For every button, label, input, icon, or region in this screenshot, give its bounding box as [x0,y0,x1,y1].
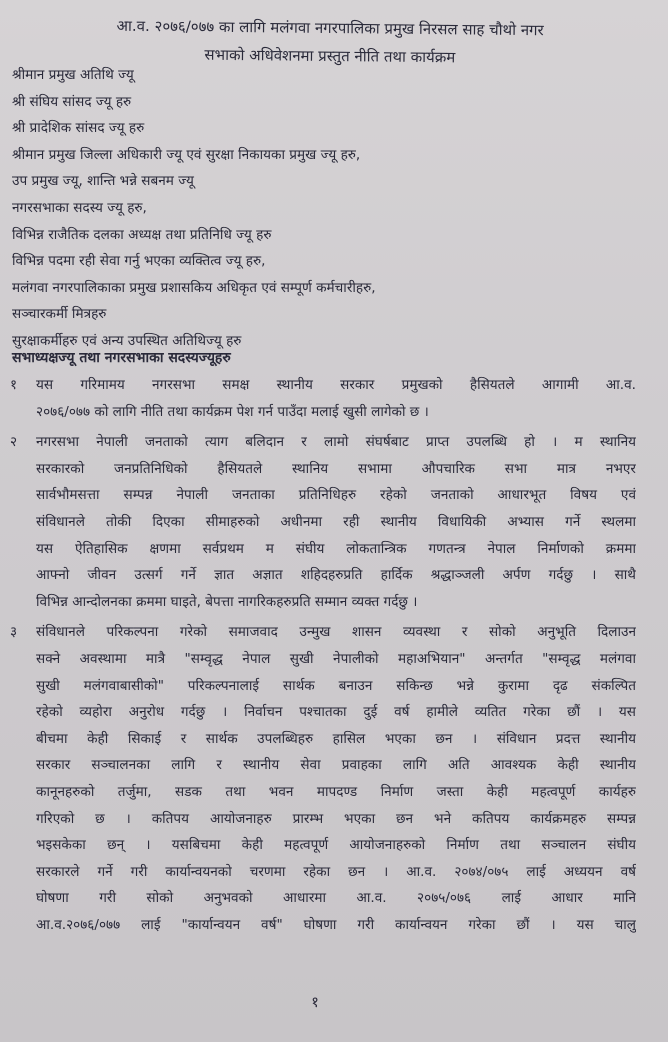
paragraph-line: संविधानले तोकी दिएका सीमाहरुको अधीनमा रही स्थानीय विधायिकी अभ्यास गर्ने स्थलमा [36,513,636,530]
addressee-line: श्री संघिय सांसद ज्यू हरु [12,93,132,110]
addressee-line: विभिन्न राजैतिक दलका अध्यक्ष तथा प्रतिनिधि ज्यू हरु [12,226,272,243]
title-line-2: सभाको अधिवेशनमा प्रस्तुत नीति तथा कार्यक्रम [204,45,456,67]
paragraph-line: बीचमा केही सिकाई र सार्थक उपलब्धिहरु हासिल भएका छन । संविधान प्रदत्त स्थानीय [36,730,636,747]
addressee-line: उप प्रमुख ज्यू, शान्ति भन्ने सबनम ज्यू [12,173,194,190]
paragraph-line: सक्ने अवस्थामा मात्रै "सम्वृद्ध नेपाल सुखी नेपालीको महाअभियान" अन्तर्गत "सम्वृद्ध मलंगवा [36,650,636,667]
paragraph-line: कानूनहरुको तर्जुमा, सडक तथा भवन मापदण्ड निर्माण जस्ता केही महत्वपूर्ण कार्यहरु [36,783,636,800]
paragraph-line: २०७६/०७७ को लागि नीति तथा कार्यक्रम पेश गर्न पाउँदा मलाई खुसी लागेको छ । [36,403,429,420]
paragraph-2 [6,429,636,615]
paragraph-line: भइसकेका छन् । यसबिचमा केही महत्वपूर्ण आयोजनाहरुको निर्माण तथा सञ्चालन संघीय [36,837,636,854]
paragraph-list [6,372,636,938]
paragraph-line: सार्वभौमसत्ता सम्पन्न नेपाली जनताका प्रतिनिधिहरु रहेको जनताको आधारभूत विषय एवं [36,487,636,504]
paragraph-line: विभिन्न आन्दोलनका क्रममा घाइते, बेपत्ता नागरिकहरुप्रति सम्मान व्यक्त गर्दछु । [36,593,418,610]
addressee-line: मलंगवा नगरपालिकाका प्रमुख प्रशासकिय अधिकृत एवं सम्पूर्ण कर्मचारीहरु, [12,279,376,296]
paragraph-number: २ [10,434,18,451]
addressee-line: विभिन्न पदमा रही सेवा गर्नु भएका व्यक्तित्व ज्यू हरु, [12,253,266,270]
addressee-list [12,62,632,355]
section-heading: सभाध्यक्षज्यू तथा नगरसभाका सदस्यज्यूहरु [12,350,231,366]
paragraph-line: यस गरिमामय नगरसभा समक्ष स्थानीय सरकार प्रमुखको हैसियतले आगामी आ.व. [36,377,636,393]
paragraph-line: गरिएको छ । कतिपय आयोजनाहरु प्रारम्भ भएका छन भने कतिपय कार्यक्रमहरु सम्पन्न [36,810,636,827]
addressee-line: श्री प्रादेशिक सांसद ज्यू हरु [12,120,145,137]
addressee-line: श्रीमान प्रमुख जिल्ला अधिकारी ज्यू एवं सुरक्षा निकायका प्रमुख ज्यू हरु, [12,146,361,163]
paragraph-line: संविधानले परिकल्पना गरेको समाजवाद उन्मुख शासन व्यवस्था र सोको अनुभूति दिलाउन [36,624,636,641]
page-number: १ [311,993,319,1011]
paragraph-line: रहेको व्यहोरा अनुरोध गर्दछु । निर्वाचन पश्चातका दुई वर्ष हामीले व्यतित गरेका छौं । यस [36,704,636,721]
paragraph-line: आ.व.२०७६/०७७ लाई "कार्यान्वयन वर्ष" घोषणा गरी कार्यान्वयन गरेका छौं । यस चालु [36,916,636,933]
paragraph-line: सरकार सञ्चालनका लागि र स्थानीय सेवा प्रवाहका लागि अति आवश्यक केही स्थानीय [36,757,636,774]
paragraph-line: सुखी मलंगवाबासीको" परिकल्पनालाई सार्थक बनाउन सकिन्छ भन्ने कुरामा दृढ संकल्पित [36,677,636,694]
paragraph-line: आफ्नो जीवन उत्सर्ग गर्ने ज्ञात अज्ञात शहिदहरुप्रति हार्दिक श्रद्धाञ्जली अर्पण गर्दछु । साथै [36,567,636,584]
addressee-line: नगरसभाका सदस्य ज्यू हरु, [12,199,147,216]
paragraph-line: सरकारको जनप्रतिनिधिको हैसियतले स्थानिय सभामा औपचारिक सभा मात्र नभएर [36,460,636,477]
paragraph-line: नगरसभा नेपाली जनताको त्याग बलिदान र लामो संघर्षबाट प्राप्त उपलब्धि हो । म स्थानिय [36,434,636,451]
addressee-line: श्रीमान प्रमुख अतिथि ज्यू [12,67,134,83]
addressee-line: सञ्चारकर्मी मित्रहरु [12,306,107,323]
addressee-line: सुरक्षाकर्मीहरु एवं अन्य उपस्थित अतिथिज्यू हरु [12,332,242,349]
paragraph-number: ३ [10,624,18,641]
paragraph-line: सरकारले गर्ने गरी कार्यान्वयनको चरणमा रहेका छन । आ.व. २०७४/०७५ लाई अध्ययन वर्ष [36,863,636,880]
paragraph-line: घोषणा गरी सोको अनुभवको आधारमा आ.व. २०७५/०७६ लाई आधार मानि [36,890,636,907]
title-line-1: आ.व. २०७६/०७७ का लागि मलंगवा नगरपालिका प्रमुख निरसल साह चौथो नगर [116,16,544,40]
paragraph-number: १ [10,377,18,393]
paragraph-1 [6,372,636,425]
paragraph-line: यस ऐतिहासिक क्षणमा सर्वप्रथम म संघीय लोकतान्त्रिक गणतन्त्र नेपाल निर्माणको क्रममा [36,540,636,557]
paragraph-3 [6,619,636,938]
